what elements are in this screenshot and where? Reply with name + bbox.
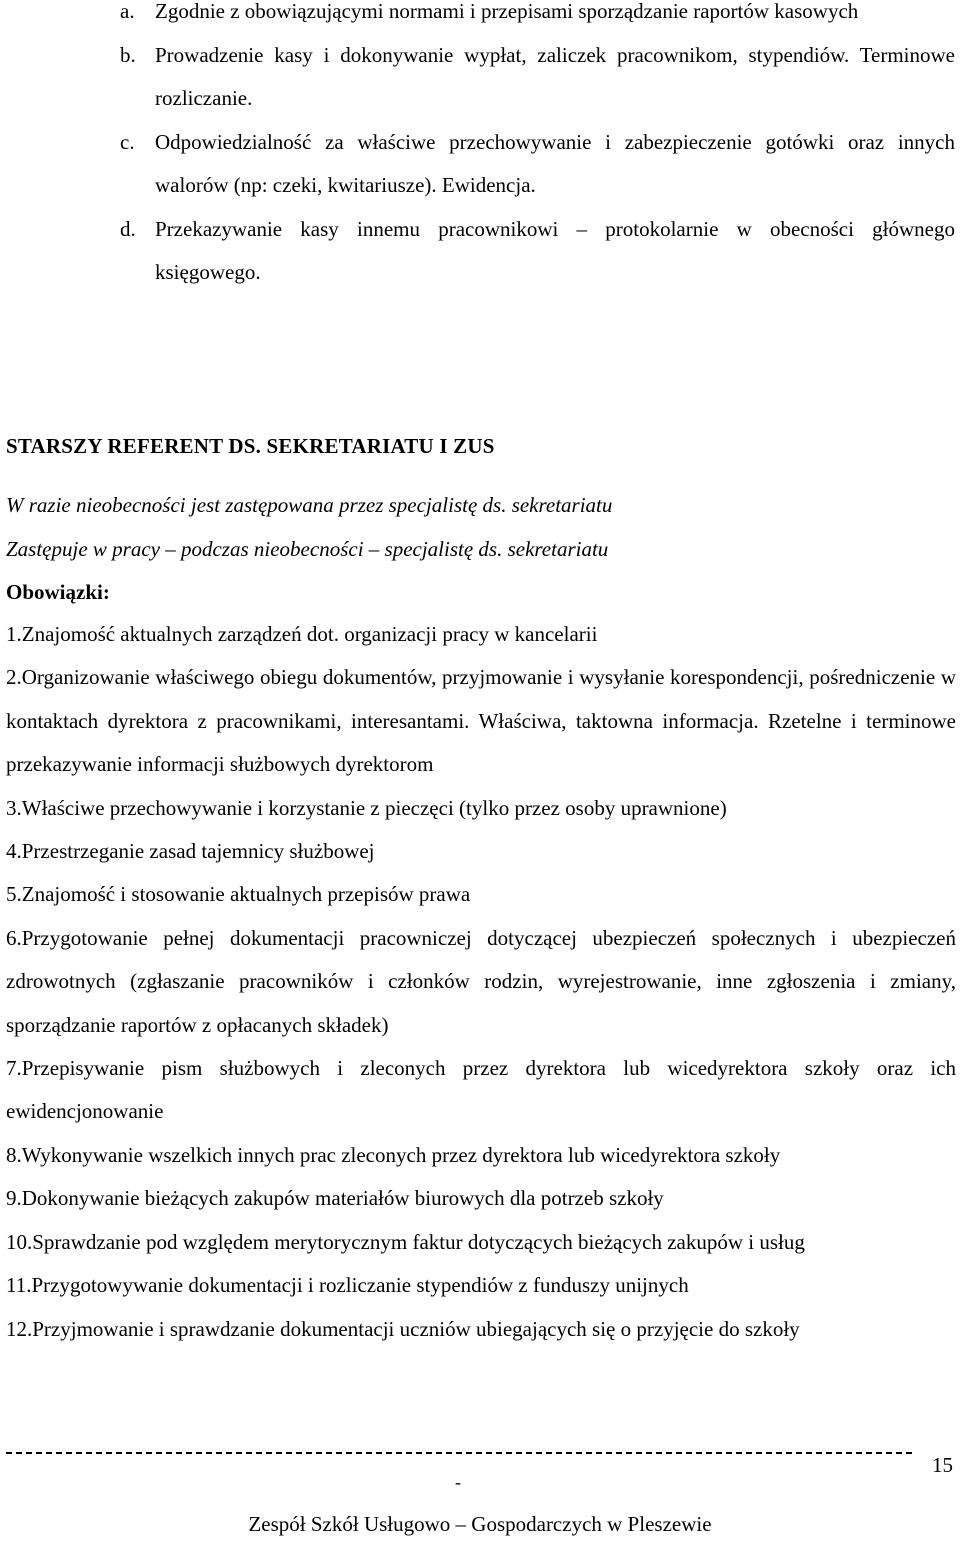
- list-item: 6.Przygotowanie pełnej dokumentacji pracowniczej dotyczącej ubezpieczeń społecznych i ubezpieczeń zdrowotnych (zgłaszanie pracowników i członków rodzin, wyrejestrowanie, inne zgłoszenia i zmiany, sporządzanie raportów z opłacanych składek): [6, 925, 956, 1037]
- list-item: 12.Przyjmowanie i sprawdzanie dokumentacji uczniów ubiegających się o przyjęcie do szkoły: [6, 1316, 800, 1341]
- list-item: [0, 121, 960, 208]
- list-item: [0, 208, 960, 295]
- duties-list: [6, 613, 956, 1351]
- item-marker: c.: [120, 129, 135, 154]
- duties-label: Obowiązki:: [6, 580, 110, 604]
- footer-separator: [6, 1452, 912, 1457]
- list-item: 7.Przepisywanie pism służbowych i zleconych przez dyrektora lub wicedyrektora szkoły oraz ich ewidencjonowanie: [6, 1056, 956, 1124]
- item-marker: d.: [120, 216, 136, 241]
- list-item: 9.Dokonywanie bieżących zakupów materiałów biurowych dla potrzeb szkoły: [6, 1186, 664, 1211]
- item-text: Przekazywanie kasy innemu pracownikowi – protokolarnie w obecności głównego księgowego.: [155, 216, 955, 284]
- item-text: Prowadzenie kasy i dokonywanie wypłat, zaliczek pracownikom, stypendiów. Terminowe rozliczanie.: [155, 42, 955, 110]
- list-item: 8.Wykonywanie wszelkich innych prac zleconych przez dyrektora lub wicedyrektora szkoły: [6, 1142, 781, 1167]
- lettered-list: [0, 0, 960, 295]
- item-text: Zgodnie z obowiązującymi normami i przepisami sporządzanie raportów kasowych: [155, 0, 859, 23]
- list-item: 10.Sprawdzanie pod względem merytorycznym faktur dotyczących bieżących zakupów i usług: [6, 1229, 805, 1254]
- footer-minus: -: [455, 1472, 461, 1492]
- list-item: [0, 34, 960, 121]
- list-item: 5.Znajomość i stosowanie aktualnych przepisów prawa: [6, 882, 471, 907]
- list-item: 1.Znajomość aktualnych zarządzeń dot. organizacji pracy w kancelarii: [6, 622, 598, 646]
- item-text: Odpowiedzialność za właściwe przechowywanie i zabezpieczenie gotówki oraz innych walorów (np: czeki, kwitariusze). Ewidencja.: [155, 129, 955, 197]
- substitution-note: W razie nieobecności jest zastępowana przez specjalistę ds. sekretariatu: [6, 493, 613, 517]
- list-item: 2.Organizowanie właściwego obiegu dokumentów, przyjmowanie i wysyłanie korespondencji, pośredniczenie w kontaktach dyrektora z pracownikami, interesantami. Właściwa, taktowna informacja. Rzetelne i terminowe przekazywanie informacji służbowych dyrektorom: [6, 665, 956, 777]
- list-item: 3.Właściwe przechowywanie i korzystanie z pieczęci (tylko przez osoby uprawnione): [6, 795, 727, 820]
- item-marker: a.: [120, 0, 135, 23]
- item-marker: b.: [120, 42, 136, 67]
- section-heading: STARSZY REFERENT DS. SEKRETARIATU I ZUS: [6, 434, 495, 458]
- substitution-note: Zastępuje w pracy – podczas nieobecności – specjalistę ds. sekretariatu: [6, 537, 609, 561]
- page-number: 15: [932, 1453, 953, 1477]
- list-item: 11.Przygotowywanie dokumentacji i rozliczanie stypendiów z funduszy unijnych: [6, 1273, 689, 1298]
- footer-school-name: Zespół Szkół Usługowo – Gospodarczych w Pleszewie: [248, 1512, 712, 1536]
- list-item: 4.Przestrzeganie zasad tajemnicy służbowej: [6, 839, 375, 864]
- list-item: [0, 0, 960, 34]
